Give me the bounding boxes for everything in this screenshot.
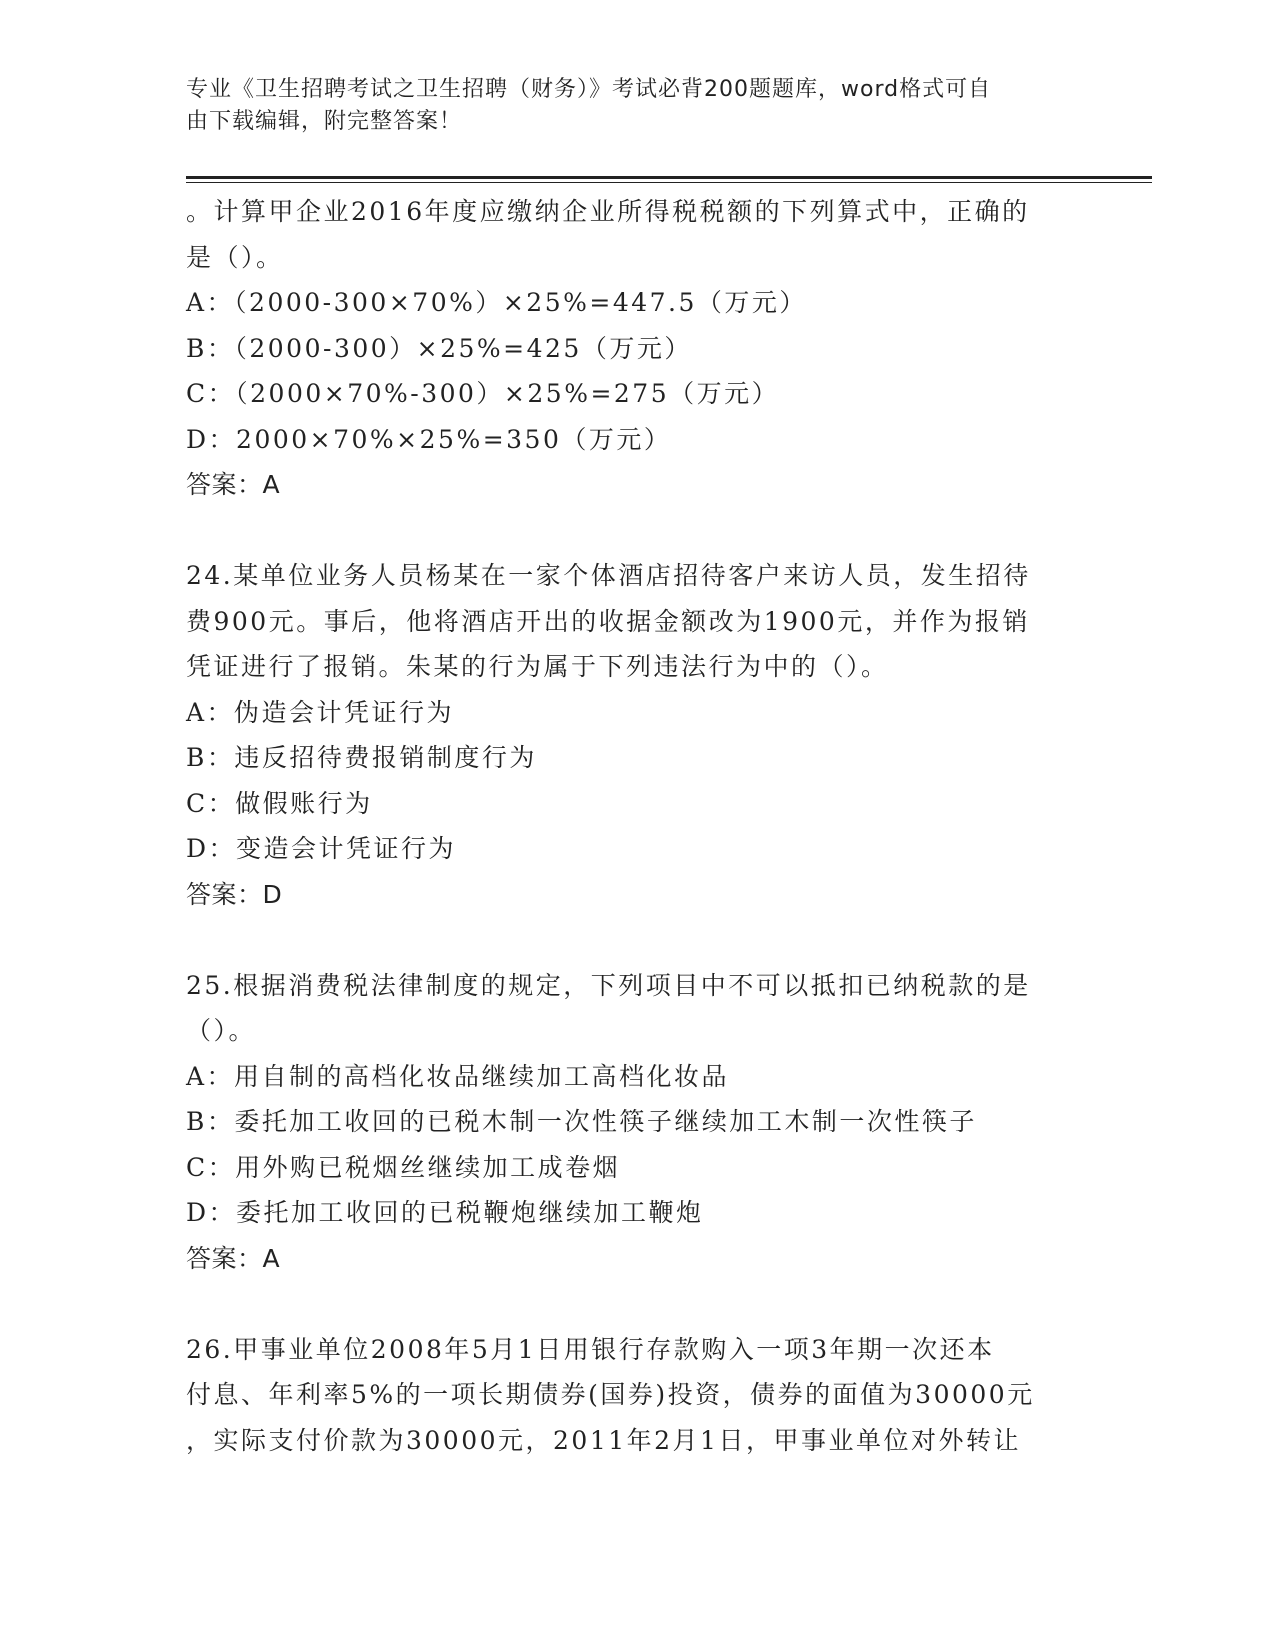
header-line-1: 专业《卫生招聘考试之卫生招聘（财务）》考试必背200题题库，word格式可自 (186, 77, 992, 102)
answer: 答案：A (186, 470, 281, 499)
answer: 答案：A (186, 1243, 281, 1273)
spacer (186, 917, 1086, 963)
option-b: B：违反招待费报销制度行为 (186, 743, 537, 772)
option-b: B：（2000-300）×25%=425（万元） (186, 333, 692, 363)
question-24 (186, 553, 1086, 917)
option-a: A：用自制的高档化妆品继续加工高档化妆品 (186, 1061, 730, 1091)
question-stem-line: 。计算甲企业2016年度应缴纳企业所得税税额的下列算式中，正确的 (186, 197, 1030, 226)
option-d: D：2000×70%×25%=350（万元） (186, 424, 672, 454)
question-stem-line: 付息、年利率5%的一项长期债券(国券)投资，债券的面值为30000元 (186, 1380, 1035, 1409)
question-26 (186, 1327, 1086, 1464)
header-divider-thin (186, 182, 1152, 183)
question-stem-line: 25.根据消费税法律制度的规定，下列项目中不可以抵扣已纳税款的是 (186, 970, 1031, 1000)
question-stem-line: （）。 (186, 1016, 257, 1045)
question-stem-line: 是（）。 (186, 242, 284, 272)
spacer (186, 508, 1086, 554)
header-divider-thick (186, 176, 1152, 179)
question-25 (186, 963, 1086, 1282)
answer: 答案：D (186, 879, 283, 909)
option-a: A：（2000-300×70%）×25%=447.5（万元） (186, 288, 807, 317)
option-c: C：（2000×70%-300）×25%=275（万元） (186, 379, 780, 408)
spacer (186, 1281, 1086, 1327)
question-stem-line: 26.甲事业单位2008年5月1日用银行存款购入一项3年期一次还本 (186, 1334, 995, 1364)
option-c: C：用外购已税烟丝继续加工成卷烟 (186, 1152, 621, 1182)
option-c: C：做假账行为 (186, 788, 373, 818)
header-line-2: 由下载编辑，附完整答案！ (186, 109, 463, 134)
option-d: D：变造会计凭证行为 (186, 834, 457, 863)
question-23 (186, 189, 1086, 508)
question-stem-line: 24.某单位业务人员杨某在一家个体酒店招待客户来访人员，发生招待 (186, 561, 1031, 590)
option-a: A：伪造会计凭证行为 (186, 697, 455, 727)
option-b: B：委托加工收回的已税木制一次性筷子继续加工木制一次性筷子 (186, 1107, 977, 1136)
option-d: D：委托加工收回的已税鞭炮继续加工鞭炮 (186, 1198, 704, 1227)
document-body (186, 189, 1086, 1463)
document-header (186, 74, 1076, 138)
question-stem-line: 凭证进行了报销。朱某的行为属于下列违法行为中的（）。 (186, 652, 889, 681)
question-stem-line: ，实际支付价款为30000元，2011年2月1日，甲事业单位对外转让 (186, 1425, 1021, 1455)
question-stem-line: 费900元。事后，他将酒店开出的收据金额改为1900元，并作为报销 (186, 606, 1030, 636)
